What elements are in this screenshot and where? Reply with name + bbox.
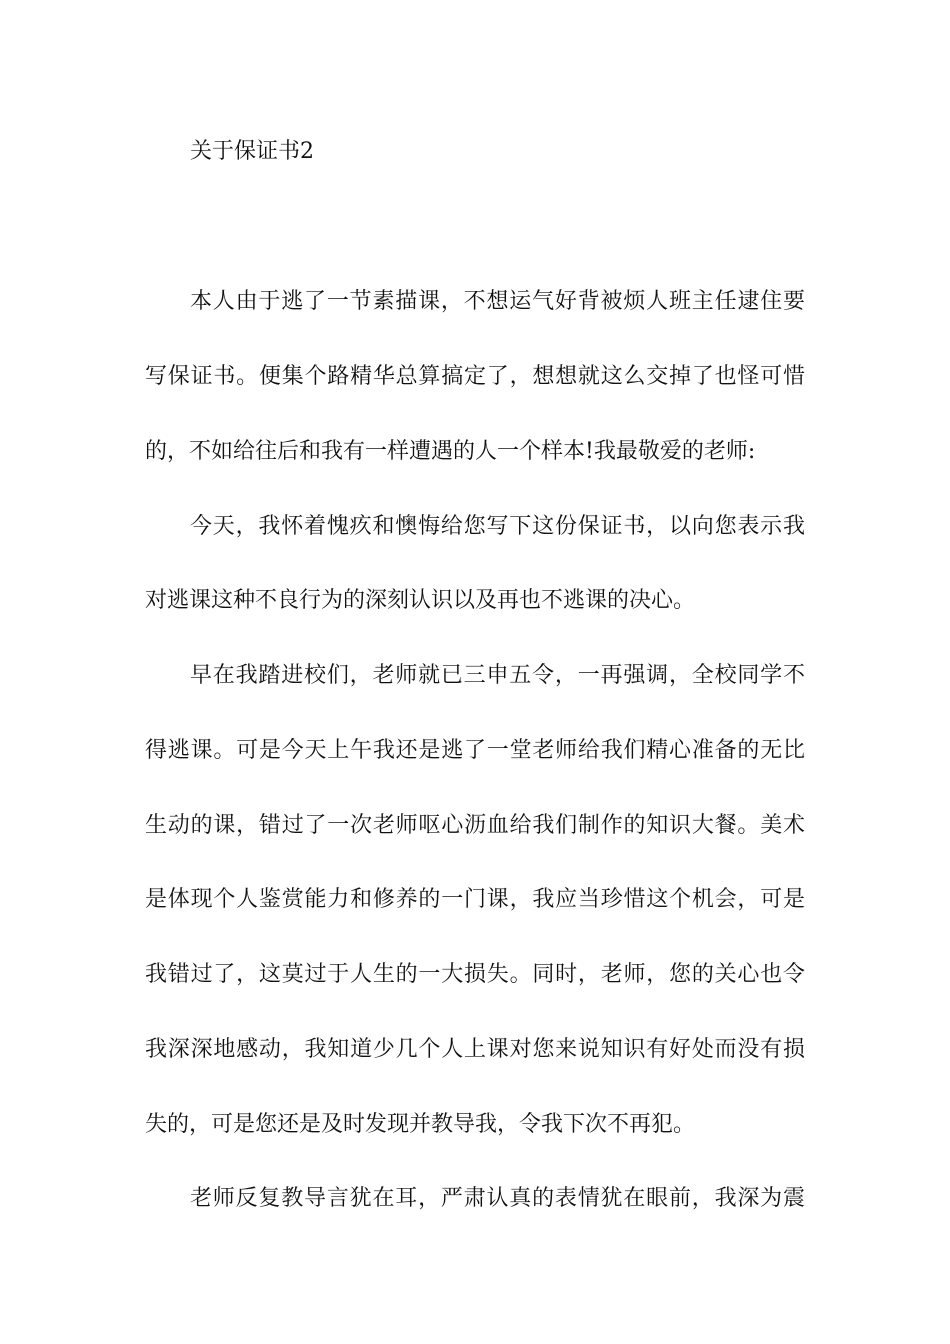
paragraph-line: 老师反复教导言犹在耳，严肃认真的表情犹在眼前，我深为震 [190,1186,805,1211]
paragraph-line: 是体现个人鉴赏能力和修养的一门课，我应当珍惜这个机会，可是 [145,887,805,912]
paragraph-line: 失的，可是您还是及时发现并教导我，令我下次不再犯。 [145,1112,696,1137]
paragraph-line: 本人由于逃了一节素描课，不想运气好背被烦人班主任逮住要 [190,289,805,314]
paragraph-line: 生动的课，错过了一次老师呕心沥血给我们制作的知识大餐。美术 [145,813,805,838]
paragraph-line: 我深深地感动，我知道少几个人上课对您来说知识有好处而没有损 [145,1037,805,1062]
paragraph-line: 对逃课这种不良行为的深刻认识以及再也不逃课的决心。 [145,588,696,613]
paragraph-line: 得逃课。可是今天上午我还是逃了一堂老师给我们精心准备的无比 [145,738,805,763]
paragraph-line: 写保证书。便集个路精华总算搞定了，想想就这么交掉了也怪可惜 [145,364,805,389]
paragraph-line: 早在我踏进校们，老师就已三申五令，一再强调，全校同学不 [190,663,805,688]
document-title: 关于保证书2 [190,139,314,164]
paragraph-line: 的，不如给往后和我有一样遭遇的人一个样本!我最敬爱的老师: [145,439,756,464]
paragraph-line: 今天，我怀着愧疚和懊悔给您写下这份保证书，以向您表示我 [190,514,805,539]
paragraph-line: 我错过了，这莫过于人生的一大损失。同时，老师，您的关心也令 [145,962,805,987]
